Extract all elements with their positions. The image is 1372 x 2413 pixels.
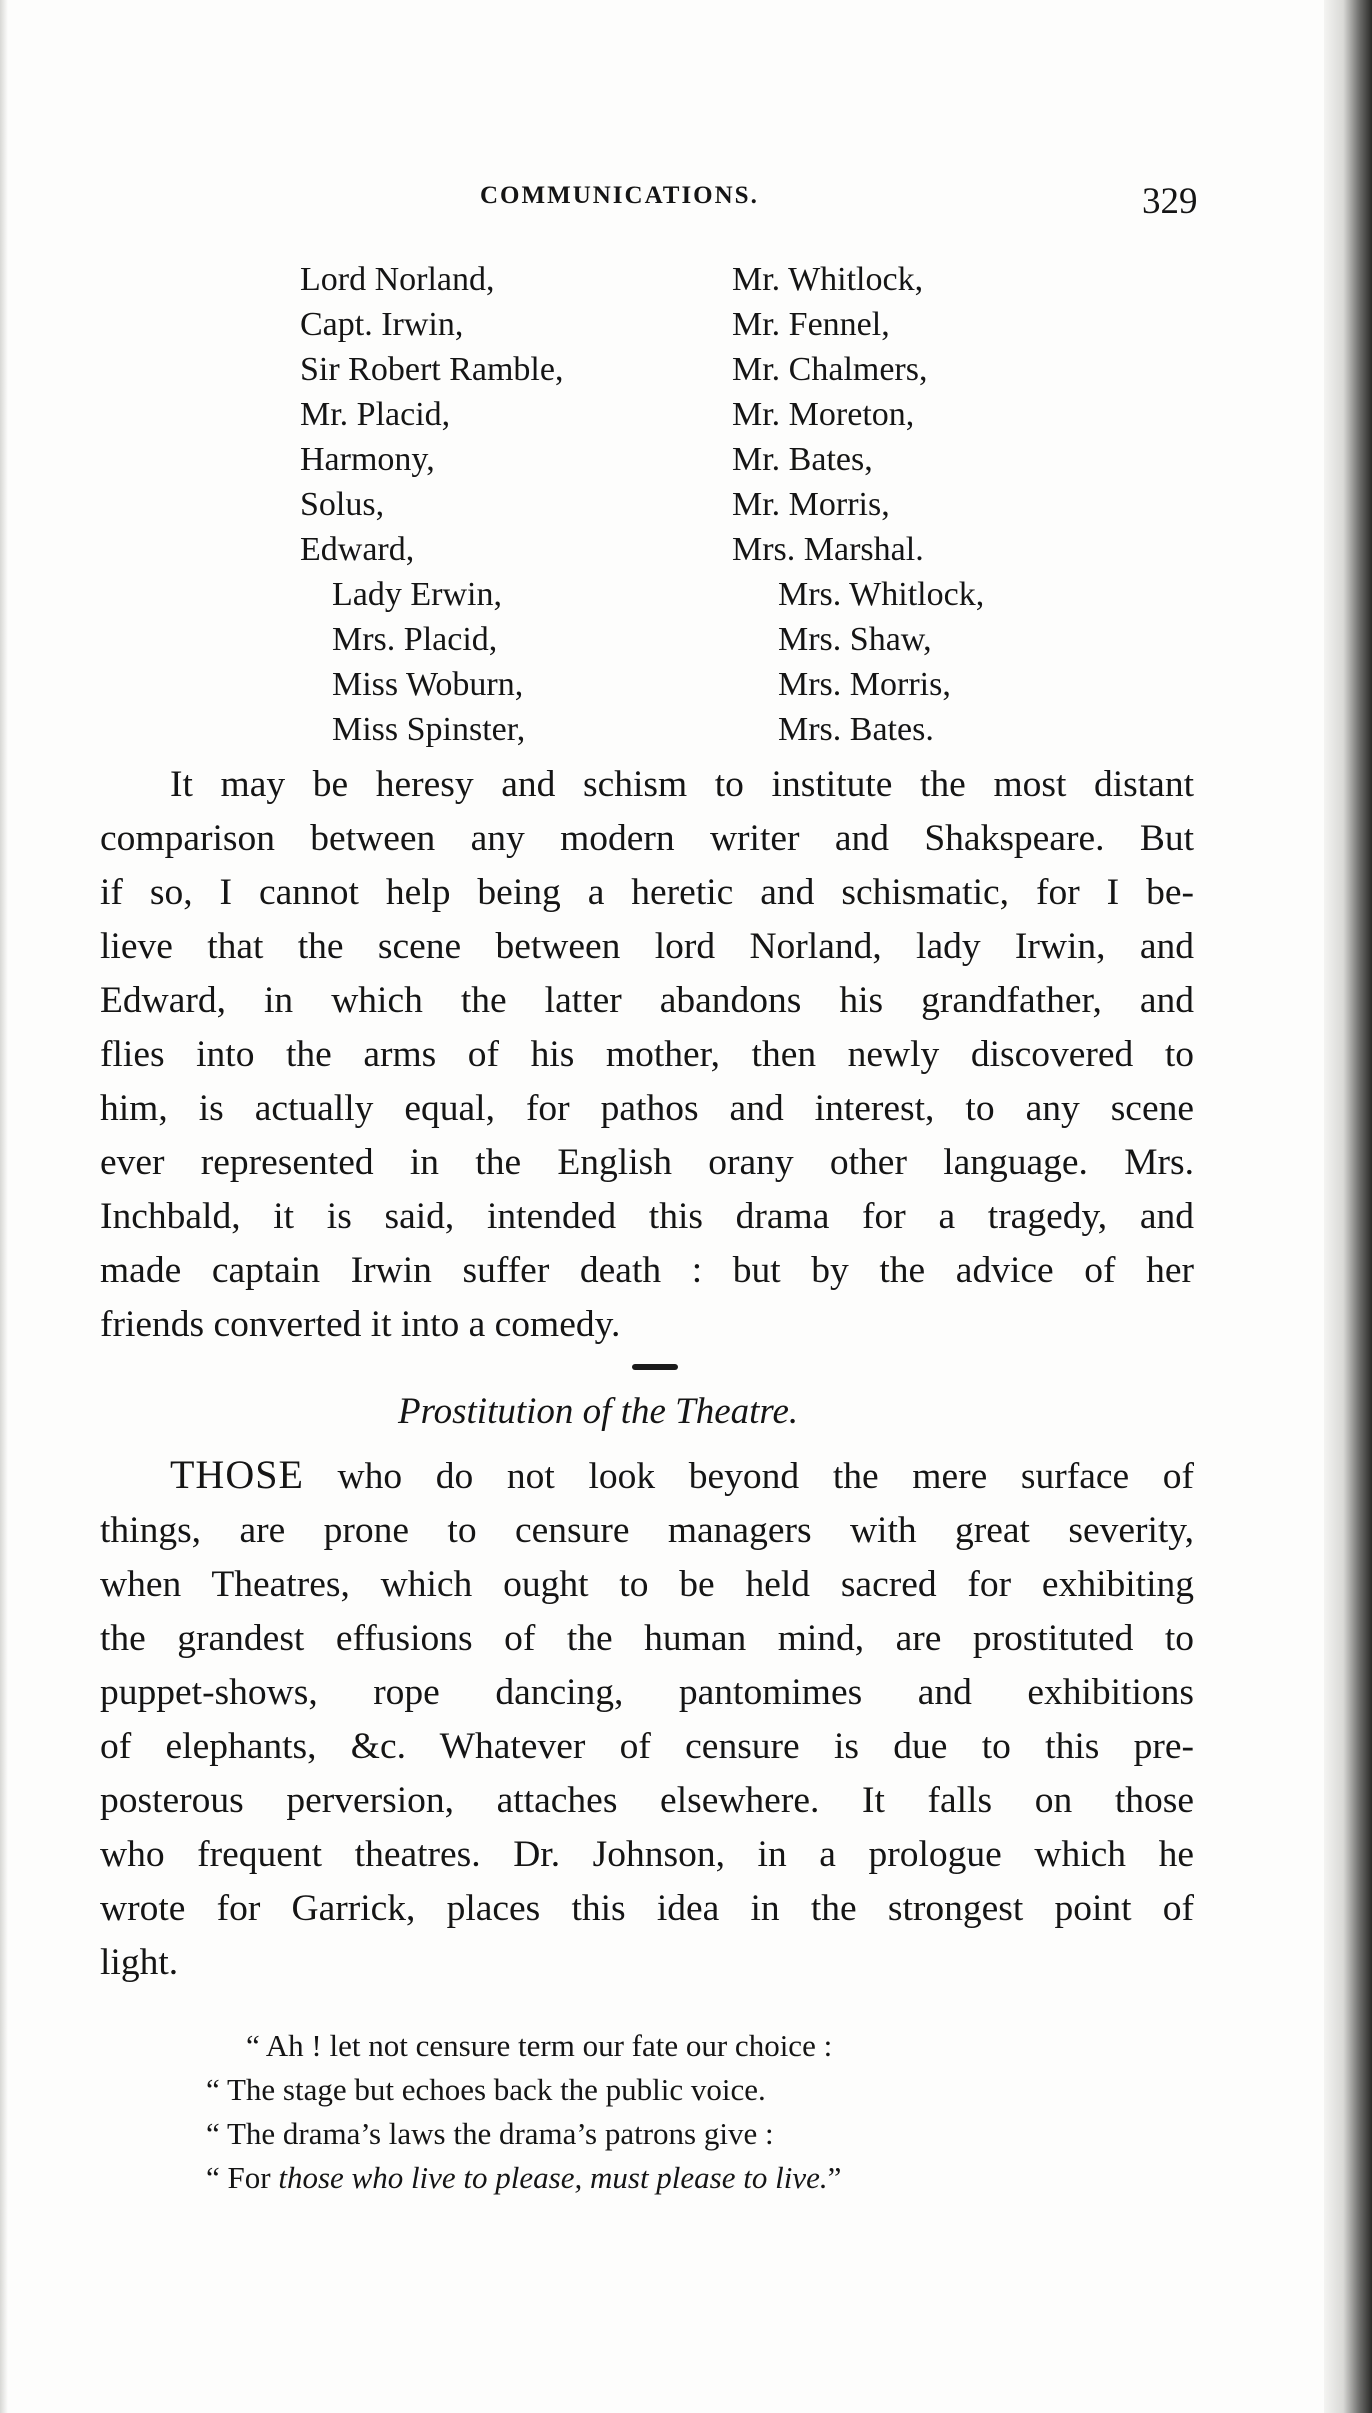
paragraph-line: posterous perversion, attaches elsewhere. It falls on those xyxy=(100,1780,1194,1821)
page-binding-shadow xyxy=(1324,0,1372,2413)
section-divider xyxy=(632,1364,678,1370)
paragraph-line: when Theatres, which ought to be held sacred for exhibiting xyxy=(100,1564,1194,1605)
paragraph-line: if so, I cannot help being a heretic and schismatic, for I be- xyxy=(100,872,1194,913)
cast-role: Mrs. Placid, xyxy=(332,621,498,658)
page-left-edge xyxy=(0,0,8,2413)
paragraph-line: of elephants, &c. Whatever of censure is due to this pre- xyxy=(100,1726,1194,1767)
quote-prefix: “ For xyxy=(206,2160,279,2195)
paragraph-line: Inchbald, it is said, intended this drama for a tragedy, and xyxy=(100,1196,1194,1237)
paragraph-line: the grandest effusions of the human mind, are prostituted to xyxy=(100,1618,1194,1659)
paragraph-line: him, is actually equal, for pathos and interest, to any scene xyxy=(100,1088,1194,1129)
paragraph-line: puppet-shows, rope dancing, pantomimes and exhibitions xyxy=(100,1672,1194,1713)
paragraph-line: It may be heresy and schism to institute the most distant xyxy=(170,764,1194,805)
cast-role: Mr. Placid, xyxy=(300,396,451,433)
cast-actor: Mr. Whitlock, xyxy=(732,261,924,298)
cast-role: Capt. Irwin, xyxy=(300,306,464,343)
running-head: COMMUNICATIONS. xyxy=(480,182,759,209)
cast-row xyxy=(300,302,1060,347)
paragraph-prostitution-of-theatre xyxy=(100,1448,1194,1990)
cast-actor: Mr. Morris, xyxy=(732,486,890,523)
cast-row xyxy=(300,482,1060,527)
quote-line-final xyxy=(206,2156,841,2200)
cast-actor: Mr. Bates, xyxy=(732,441,873,478)
paragraph-line: comparison between any modern writer and Shakspeare. But xyxy=(100,818,1194,859)
cast-row xyxy=(300,707,1060,752)
quote-line: “ Ah ! let not censure term our fate our choice : xyxy=(246,2028,833,2063)
cast-actor: Mrs. Shaw, xyxy=(778,621,932,658)
paragraph-shakspeare-comparison xyxy=(100,758,1194,1352)
section-title: Prostitution of the Theatre. xyxy=(398,1391,799,1432)
first-line-text: who do not look beyond the mere surface of xyxy=(337,1456,1195,1497)
quote-suffix: ” xyxy=(827,2160,842,2195)
cast-role: Sir Robert Ramble, xyxy=(300,351,564,388)
cast-role: Lord Norland, xyxy=(300,261,495,298)
cast-actor: Mrs. Morris, xyxy=(778,666,951,703)
quote-line: “ The stage but echoes back the public voice. xyxy=(206,2072,766,2107)
paragraph-line: Edward, in which the latter abandons his grandfather, and xyxy=(100,980,1194,1021)
quote-line: “ The drama’s laws the drama’s patrons give : xyxy=(206,2116,774,2151)
paragraph-line: things, are prone to censure managers with great severity, xyxy=(100,1510,1194,1551)
drop-word: THOSE xyxy=(170,1452,304,1497)
cast-role: Lady Erwin, xyxy=(332,576,502,613)
cast-actor: Mr. Moreton, xyxy=(732,396,915,433)
paragraph-line: friends converted it into a comedy. xyxy=(100,1304,621,1345)
cast-actor: Mrs. Bates. xyxy=(778,711,934,748)
cast-role: Harmony, xyxy=(300,441,435,478)
johnson-prologue-quote xyxy=(206,2024,841,2200)
paragraph-line: lieve that the scene between lord Norland, lady Irwin, and xyxy=(100,926,1194,967)
quote-italic: those who live to please, must please to live. xyxy=(278,2160,828,2195)
page-number: 329 xyxy=(1142,181,1198,222)
cast-actor: Mrs. Whitlock, xyxy=(778,576,985,613)
paragraph-first-line xyxy=(100,1448,1194,1504)
cast-row xyxy=(300,572,1060,617)
cast-row xyxy=(300,347,1060,392)
cast-row xyxy=(300,527,1060,572)
cast-role: Miss Spinster, xyxy=(332,711,526,748)
paragraph-line: ever represented in the English orany other language. Mrs. xyxy=(100,1142,1194,1183)
cast-list xyxy=(300,257,1060,752)
cast-role: Solus, xyxy=(300,486,385,523)
paragraph-line: who frequent theatres. Dr. Johnson, in a prologue which he xyxy=(100,1834,1194,1875)
cast-row xyxy=(300,392,1060,437)
cast-actor: Mrs. Marshal. xyxy=(732,531,924,568)
cast-role: Miss Woburn, xyxy=(332,666,524,703)
cast-role: Edward, xyxy=(300,531,415,568)
cast-row xyxy=(300,662,1060,707)
paragraph-line: flies into the arms of his mother, then newly discovered to xyxy=(100,1034,1194,1075)
paragraph-line: light. xyxy=(100,1942,179,1983)
cast-actor: Mr. Fennel, xyxy=(732,306,890,343)
cast-row xyxy=(300,617,1060,662)
paragraph-line: wrote for Garrick, places this idea in the strongest point of xyxy=(100,1888,1194,1929)
cast-row xyxy=(300,257,1060,302)
paragraph-line: made captain Irwin suffer death : but by the advice of her xyxy=(100,1250,1194,1291)
cast-row xyxy=(300,437,1060,482)
cast-actor: Mr. Chalmers, xyxy=(732,351,928,388)
